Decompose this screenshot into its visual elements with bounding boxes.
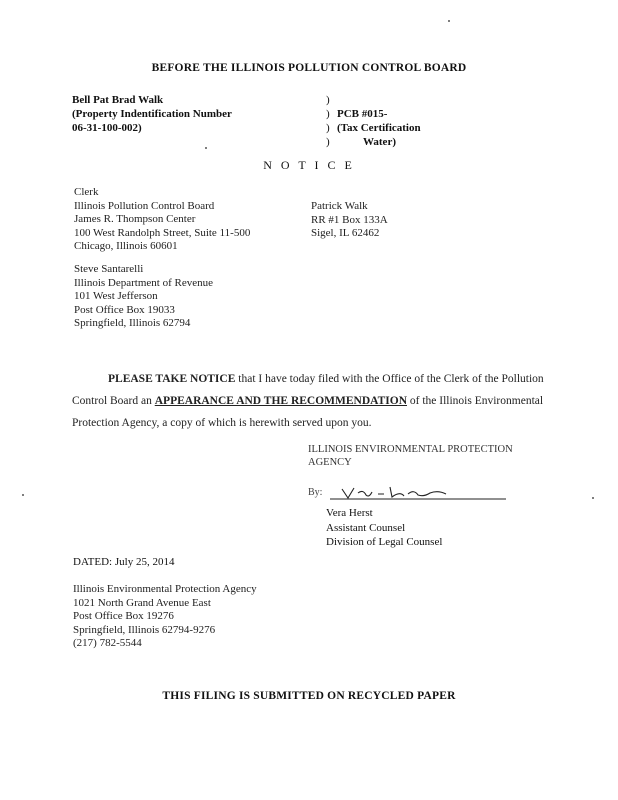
notice-paragraph [72, 368, 552, 434]
notice-filing-title: APPEARANCE AND THE RECOMMENDATION [154, 395, 407, 407]
agency-address [73, 583, 257, 651]
by-label: By: [308, 487, 323, 498]
scan-speck [592, 497, 594, 499]
address-line: 100 West Randolph Street, Suite 11-500 [74, 226, 251, 239]
address-line: Post Office Box 19033 [74, 303, 175, 316]
caption-left-line: Bell Pat Brad Walk [72, 94, 164, 106]
address-line: Illinois Pollution Control Board [74, 199, 215, 212]
address-line: Illinois Environmental Protection Agency [73, 583, 257, 595]
caption-left-line: 06-31-100-002) [72, 122, 142, 134]
caption-right-line: PCB #015- [337, 108, 388, 120]
agency-line: AGENCY [308, 457, 352, 468]
signatory-title: Assistant Counsel [326, 521, 406, 534]
address-line: Springfield, Illinois 62794 [74, 317, 191, 329]
address-line: 101 West Jefferson [74, 290, 158, 302]
signatory [326, 506, 442, 550]
address-line: Illinois Department of Revenue [74, 276, 213, 289]
address-line: 1021 North Grand Avenue East [73, 596, 211, 609]
case-caption-petitioner [72, 93, 232, 135]
scan-speck [22, 494, 24, 496]
address-clerk [74, 186, 250, 254]
caption-right-line: Water) [363, 136, 396, 148]
caption-left-line: (Property Indentification Number [72, 108, 232, 120]
address-line: Clerk [74, 186, 99, 198]
signatory-name: Vera Herst [326, 507, 373, 519]
handwritten-signature [308, 485, 508, 501]
case-caption-number [337, 93, 421, 149]
scan-speck [205, 147, 207, 149]
caption-parentheses: ) ) ) ) [326, 94, 330, 148]
notice-heading: N O T I C E [263, 158, 355, 172]
address-line: Springfield, Illinois 62794-9276 [73, 623, 216, 636]
signature-agency [308, 443, 513, 469]
address-line: RR #1 Box 133A [311, 213, 388, 226]
address-line: Chicago, Illinois 60601 [74, 240, 178, 252]
address-line: (217) 782-5544 [73, 637, 142, 649]
recycled-paper-note: THIS FILING IS SUBMITTED ON RECYCLED PAPER [162, 690, 456, 702]
date-line: DATED: July 25, 2014 [73, 556, 175, 568]
address-line: James R. Thompson Center [74, 213, 196, 225]
address-line: Patrick Walk [311, 200, 368, 212]
signatory-division: Division of Legal Counsel [326, 536, 443, 548]
address-walk [311, 200, 388, 241]
address-line: Post Office Box 19276 [73, 610, 174, 622]
notice-text-1: that I have today filed with the Office of the Clerk of the Pollution Control Board an [72, 373, 544, 407]
notice-text-2: of the Illinois Environmental Protection Agency, a copy of which is herewith served upon you. [72, 395, 544, 429]
notice-lead: PLEASE TAKE NOTICE [108, 373, 236, 385]
page-title: BEFORE THE ILLINOIS POLLUTION CONTROL BOARD [151, 62, 467, 74]
address-line: Sigel, IL 62462 [311, 227, 380, 239]
address-line: Steve Santarelli [74, 263, 144, 275]
agency-line: ILLINOIS ENVIRONMENTAL PROTECTION [308, 444, 513, 455]
scan-speck [448, 20, 450, 22]
signature-line [308, 485, 508, 501]
address-santarelli [74, 263, 213, 331]
caption-right-line: (Tax Certification [337, 122, 421, 134]
